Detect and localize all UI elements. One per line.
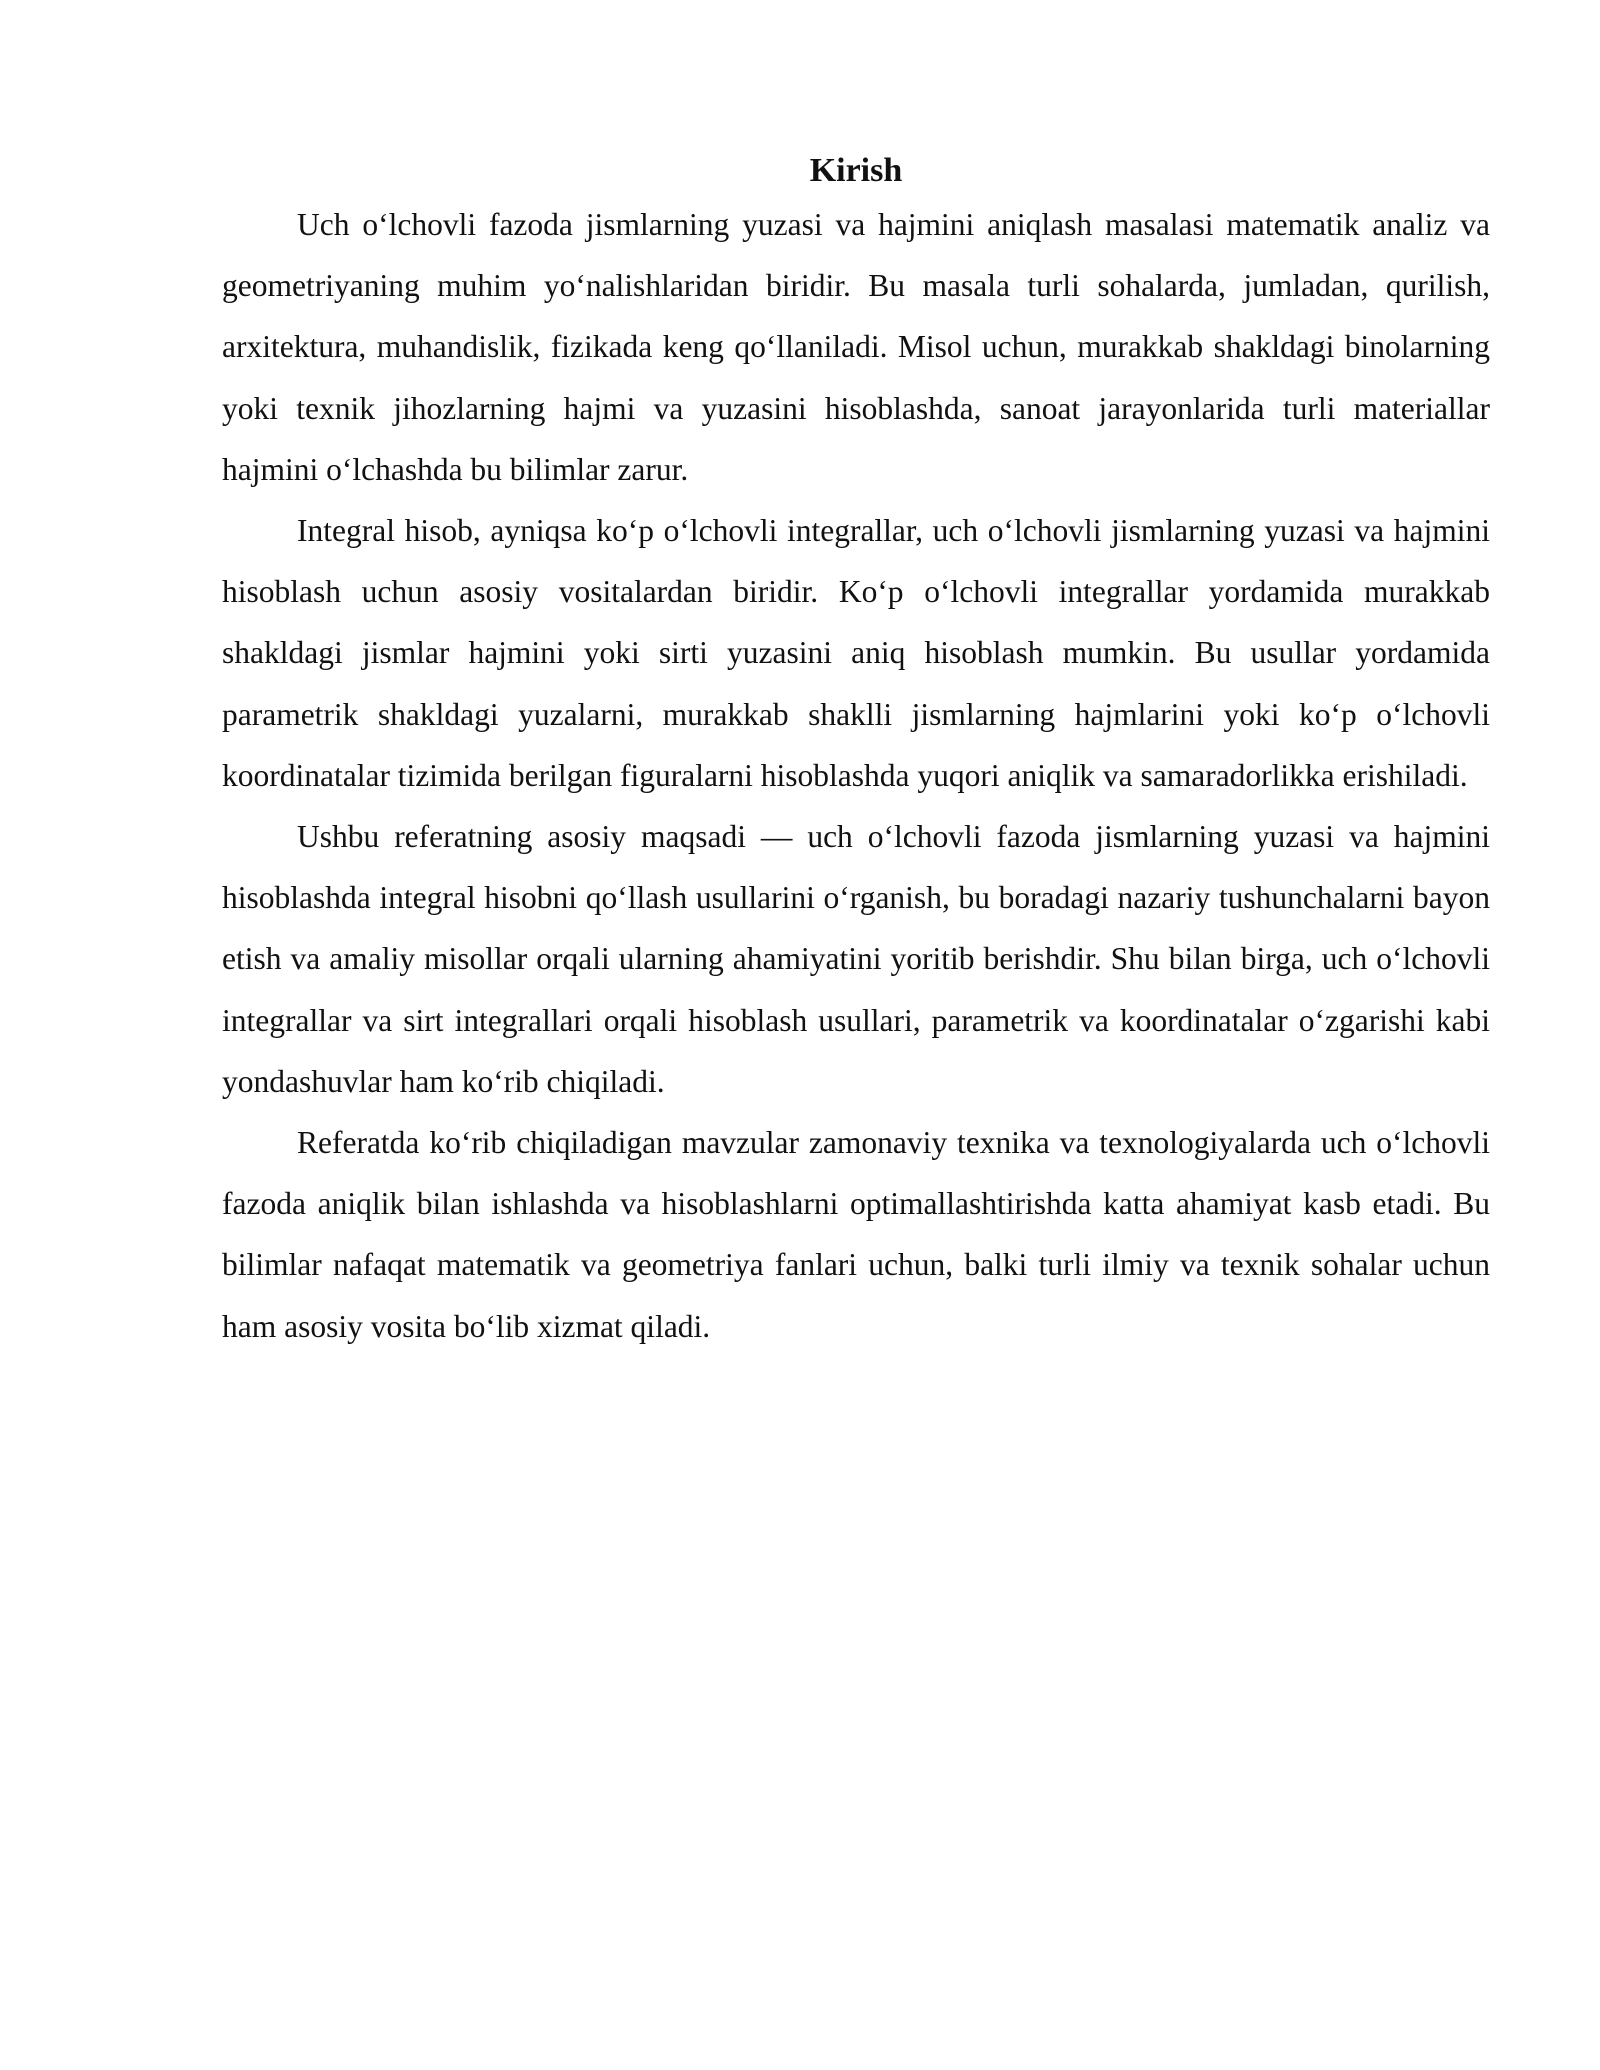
document-body [222, 148, 1490, 1357]
page-title: Kirish [809, 152, 903, 189]
paragraph-1: Uch o‘lchovli fazoda jismlarning yuzasi va hajmini aniqlash masalasi matematik analiz va geometriyaning muhim yo‘nalishlaridan biridir. Bu masala turli sohalarda, jumladan, qurilish, arxitektura, muhandislik, fizikada keng qo‘llaniladi. Misol uchun, murakkab shakldagi binolarning yoki texnik jihozlarning hajmi va yuzasini hisoblashda, sanoat jarayonlarida turli materiallar hajmini o‘lchashda bu bilimlar zarur. [222, 207, 1490, 487]
paragraph-2: Integral hisob, ayniqsa ko‘p o‘lchovli integrallar, uch o‘lchovli jismlarning yuzasi va hajmini hisoblash uchun asosiy vositalardan biridir. Ko‘p o‘lchovli integrallar yordamida murakkab shakldagi jismlar hajmini yoki sirti yuzasini aniq hisoblash mumkin. Bu usullar yordamida parametrik shakldagi yuzalarni, murakkab shaklli jismlarning hajmlarini yoki ko‘p o‘lchovli koordinatalar tizimida berilgan figuralarni hisoblashda yuqori aniqlik va samaradorlikka erishiladi. [222, 513, 1490, 793]
paragraph-3: Ushbu referatning asosiy maqsadi — uch o‘lchovli fazoda jismlarning yuzasi va hajmini hisoblashda integral hisobni qo‘llash usullarini o‘rganish, bu boradagi nazariy tushunchalarni bayon etish va amaliy misollar orqali ularning ahamiyatini yoritib berishdir. Shu bilan birga, uch o‘lchovli integrallar va sirt integrallari orqali hisoblash usullari, parametrik va koordinatalar o‘zgarishi kabi yondashuvlar ham ko‘rib chiqiladi. [222, 819, 1490, 1099]
paragraph-4: Referatda ko‘rib chiqiladigan mavzular zamonaviy texnika va texnologiyalarda uch o‘lchovli fazoda aniqlik bilan ishlashda va hisoblashlarni optimallashtirishda katta ahamiyat kasb etadi. Bu bilimlar nafaqat matematik va geometriya fanlari uchun, balki turli ilmiy va texnik sohalar uchun ham asosiy vosita bo‘lib xizmat qiladi. [222, 1125, 1490, 1344]
